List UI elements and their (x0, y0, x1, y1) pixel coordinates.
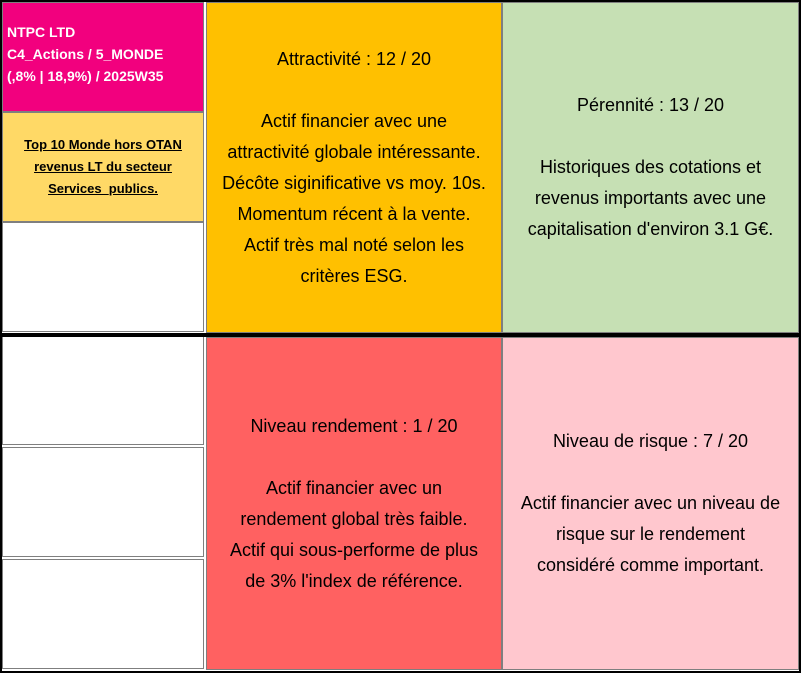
attractivite-title: Attractivité : 12 / 20 (276, 48, 432, 69)
perennite-line: Historiques des cotations et (539, 157, 762, 177)
rendement-line: Actif qui sous-performe de plus (229, 539, 479, 560)
attractivite-line: attractivité globale intéressante. (227, 141, 481, 162)
asset-category: C4_Actions / 5_MONDE (7, 46, 164, 62)
empty-cell (2, 447, 204, 557)
perennite-line: revenus importants avec une (534, 188, 767, 208)
risque-panel (502, 337, 799, 670)
sector-cell (2, 112, 204, 222)
rendement-line: Actif financier avec un (265, 477, 443, 498)
perennite-panel (502, 2, 799, 333)
empty-cell (2, 559, 204, 669)
rendement-title: Niveau rendement : 1 / 20 (250, 415, 458, 436)
risque-line: Actif financier avec un niveau de (520, 493, 781, 513)
risque-title: Niveau de risque : 7 / 20 (552, 431, 749, 451)
attractivite-line: Actif financier avec une (260, 110, 448, 131)
asset-stats: (,8% | 18,9%) / 2025W35 (7, 68, 164, 84)
empty-cell (2, 335, 204, 445)
attractivite-panel (206, 2, 502, 333)
rendement-panel (206, 337, 502, 670)
risque-line: risque sur le rendement (555, 524, 746, 544)
rendement-line: rendement global très faible. (240, 508, 468, 529)
perennite-line: capitalisation d'environ 3.1 G€. (527, 219, 774, 239)
sector-line-2: revenus LT du secteur (34, 159, 172, 174)
sector-line-1: Top 10 Monde hors OTAN (24, 137, 182, 152)
sector-line-3: Services_publics. (48, 181, 158, 196)
empty-cell (2, 222, 204, 332)
attractivite-line: critères ESG. (300, 265, 408, 286)
sector-text (24, 134, 182, 200)
attractivite-line: Momentum récent à la vente. (237, 203, 471, 224)
perennite-title: Pérennité : 13 / 20 (576, 95, 725, 115)
rendement-line: de 3% l'index de référence. (245, 570, 463, 591)
attractivite-line: Actif très mal noté selon les (243, 234, 465, 255)
asset-header-cell (2, 2, 204, 112)
risque-line: considéré comme important. (536, 555, 765, 575)
asset-name: NTPC LTD (7, 24, 76, 40)
attractivite-line: Décôte siginificative vs moy. 10s. (222, 172, 486, 193)
